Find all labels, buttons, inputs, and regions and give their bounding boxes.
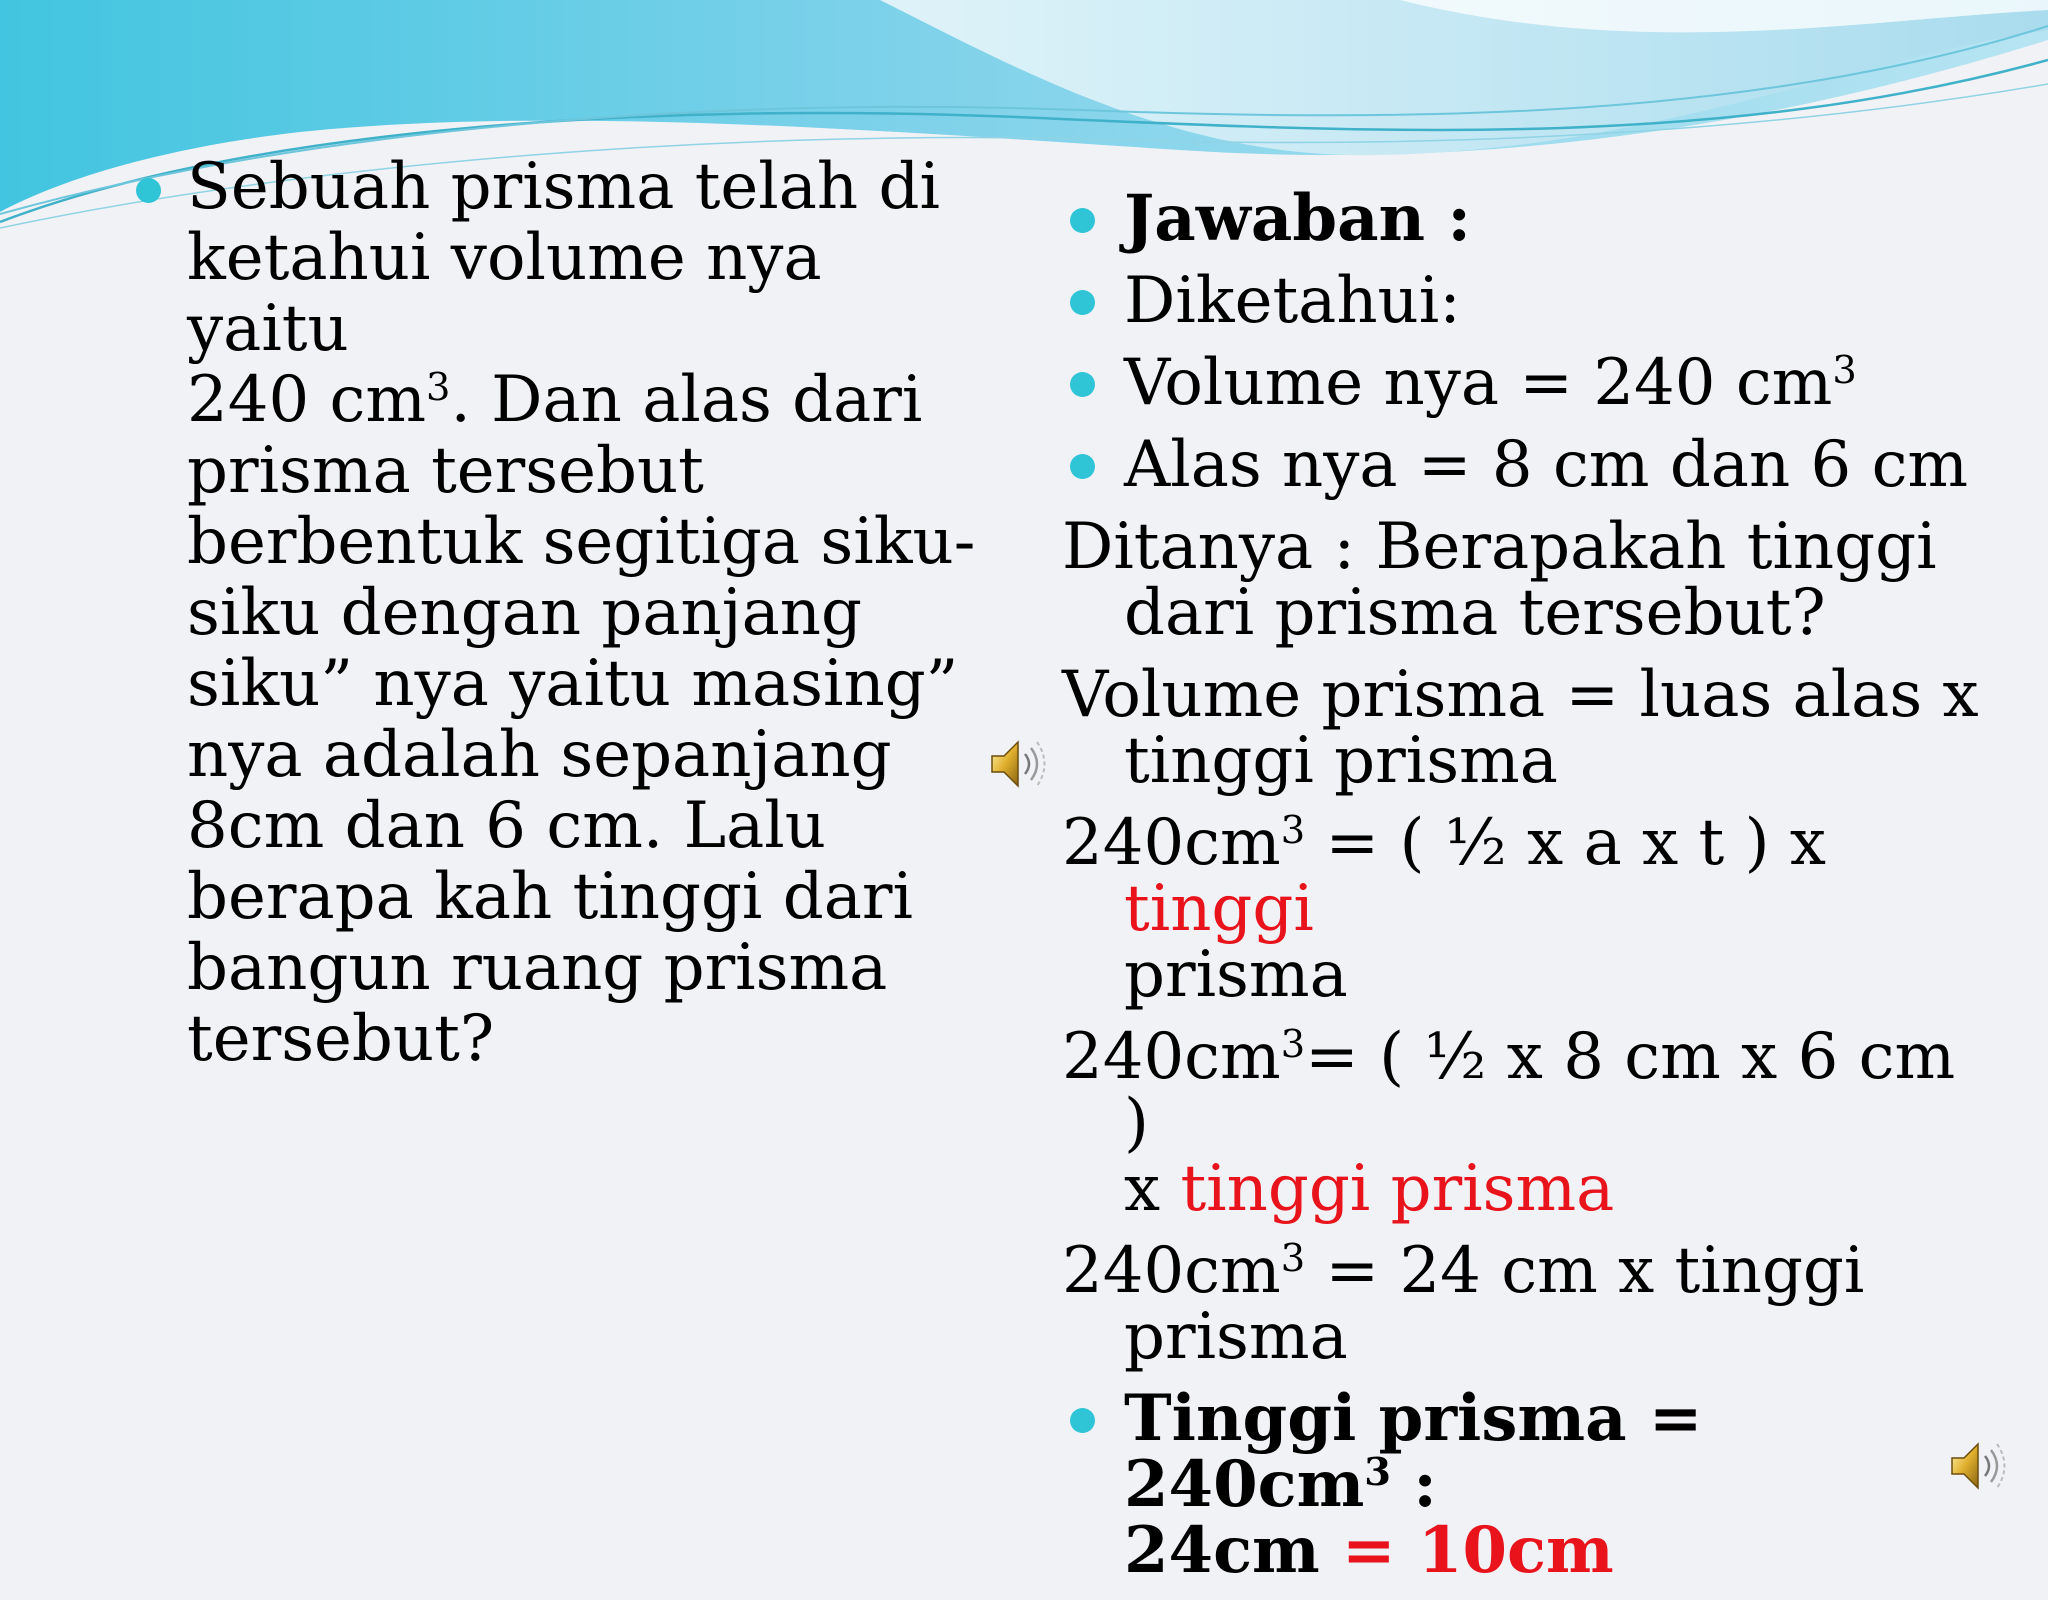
superscript: 3 — [426, 364, 451, 410]
superscript: 3 — [1280, 1021, 1306, 1067]
problem-line: bangun ruang prisma — [187, 931, 888, 1005]
superscript: 3 — [1280, 1235, 1306, 1281]
formula-line: Volume prisma = luas alas x — [1062, 658, 1979, 732]
step-3 — [1062, 1234, 1982, 1374]
problem-line: siku” nya yaitu masing” — [187, 647, 959, 721]
bullet-dot — [1070, 290, 1095, 315]
known-volume-text: Volume nya = 240 cm — [1124, 346, 1833, 420]
speaker-icon[interactable] — [1948, 1434, 2008, 1498]
bullet-dot — [1070, 1408, 1095, 1433]
speaker-icon[interactable] — [988, 732, 1048, 796]
problem-line: nya adalah sepanjang — [187, 718, 892, 792]
bullet-dot — [1070, 454, 1095, 479]
problem-line: Sebuah prisma telah di — [187, 150, 940, 224]
step-text: prisma — [1124, 1300, 1348, 1374]
step-text: = ( ½ x a x t ) x — [1305, 806, 1826, 880]
bullet-dot — [136, 178, 161, 203]
known-label — [1062, 264, 1982, 338]
superscript: 3 — [1280, 807, 1306, 853]
answer-heading — [1062, 181, 1982, 256]
problem-line: 8cm dan 6 cm. Lalu — [187, 789, 826, 863]
problem-line: prisma tersebut — [187, 434, 704, 508]
result — [1062, 1381, 1982, 1588]
step-text: 240cm — [1062, 806, 1281, 880]
step-text: = ( ½ x 8 cm x 6 cm ) — [1124, 1020, 1956, 1160]
step-2 — [1062, 1020, 1982, 1226]
formula — [1062, 658, 1982, 798]
step-text: 240cm — [1062, 1234, 1281, 1308]
bullet-dot — [1070, 372, 1095, 397]
problem-bullet — [130, 152, 990, 1075]
bullet-dot — [1070, 208, 1095, 233]
problem-line: berapa kah tinggi dari — [187, 860, 913, 934]
step-text: prisma — [1124, 938, 1348, 1012]
known-volume — [1062, 346, 1982, 420]
answer-text — [1062, 181, 1982, 1600]
result-highlight: = 10cm — [1342, 1513, 1614, 1588]
highlight-text: tinggi — [1124, 872, 1314, 946]
result-text: : — [1391, 1447, 1437, 1522]
result-text: Tinggi prisma = 240cm — [1124, 1381, 1703, 1522]
step-text: = 24 cm x tinggi — [1305, 1234, 1865, 1308]
superscript: 3 — [1364, 1449, 1391, 1495]
known-base — [1062, 428, 1982, 502]
step-text: 240cm — [1062, 1020, 1281, 1094]
highlight-text: tinggi prisma — [1180, 1152, 1615, 1226]
asked-line: Ditanya : Berapakah tinggi — [1062, 510, 1937, 584]
asked-line: dari prisma tersebut? — [1124, 576, 1826, 650]
problem-line: berbentuk segitiga siku- — [187, 505, 976, 579]
formula-line: tinggi prisma — [1124, 724, 1558, 798]
problem-line: . Dan alas dari — [450, 363, 923, 437]
problem-line: ketahui volume nya yaitu — [187, 221, 822, 366]
known-label-text: Diketahui: — [1124, 264, 1461, 338]
problem-line: tersebut? — [187, 1002, 495, 1076]
step-text: x — [1124, 1152, 1181, 1226]
known-base-text: Alas nya = 8 cm dan 6 cm — [1124, 428, 1969, 502]
asked — [1062, 510, 1982, 650]
superscript: 3 — [1832, 347, 1857, 393]
answer-heading-text: Jawaban : — [1124, 181, 1471, 256]
problem-line: siku dengan panjang — [187, 576, 862, 650]
result-text: 24cm — [1124, 1513, 1343, 1588]
problem-line: 240 cm — [187, 363, 427, 437]
step-1 — [1062, 806, 1982, 1012]
problem-text — [130, 152, 990, 1075]
